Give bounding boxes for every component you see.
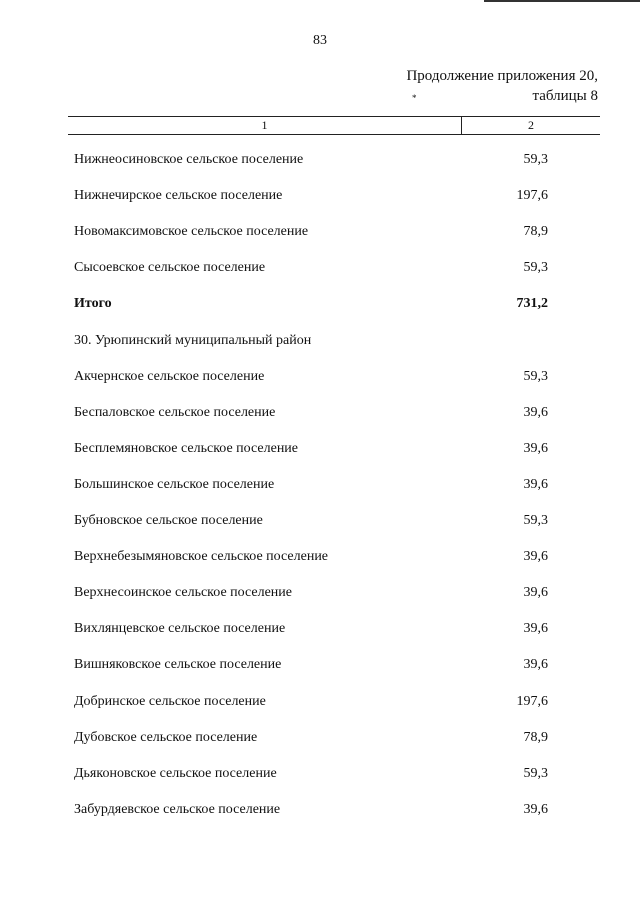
top-rule [484, 0, 640, 2]
table-row [0, 149, 640, 171]
continuation-note [406, 66, 598, 106]
row-name: Бесплемяновское сельское поселение [74, 440, 299, 456]
row-value: 39,6 [523, 621, 548, 637]
row-value: 197,6 [516, 188, 548, 204]
continuation-line-2: таблицы 8 [532, 88, 598, 104]
table-row [0, 474, 640, 496]
row-value: 78,9 [523, 224, 548, 240]
row-value: 39,6 [523, 440, 548, 456]
row-name: Верхнебезымяновское сельское поселение [74, 549, 329, 565]
table-row [0, 402, 640, 424]
table-row [0, 438, 640, 460]
row-name: Дьяконовское сельское поселение [74, 765, 277, 781]
row-name: Дубовское сельское поселение [74, 729, 258, 745]
row-name: 30. Урюпинский муниципальный район [74, 332, 312, 348]
table-total-row [0, 293, 640, 315]
row-name: Итого [74, 296, 112, 312]
table-row [0, 221, 640, 243]
table-row [0, 366, 640, 388]
table-row [0, 799, 640, 821]
table-row [0, 510, 640, 532]
table-row [0, 763, 640, 785]
row-value: 197,6 [516, 693, 548, 709]
table-row [0, 185, 640, 207]
table-row [0, 257, 640, 279]
row-value: 59,3 [523, 260, 548, 276]
row-value: 59,3 [523, 152, 548, 167]
row-name: Акчернское сельское поселение [74, 368, 265, 384]
page-number: 83 [313, 33, 327, 48]
table-row [0, 727, 640, 749]
table-row [0, 582, 640, 604]
row-value: 731,2 [516, 296, 548, 312]
table-row [0, 546, 640, 568]
table-row [0, 691, 640, 713]
row-name: Нижнечирское сельское поселение [74, 188, 283, 204]
row-name: Беспаловское сельское поселение [74, 404, 276, 420]
row-name: Верхнесоинское сельское поселение [74, 585, 292, 601]
row-value: 59,3 [523, 765, 548, 781]
row-value: 78,9 [523, 729, 548, 745]
continuation-line-1: Продолжение приложения 20, [406, 68, 598, 84]
row-name: Новомаксимовское сельское поселение [74, 224, 309, 240]
row-value: 59,3 [523, 368, 548, 384]
row-value: 39,6 [523, 549, 548, 565]
table-header-col-1: 1 [261, 118, 268, 132]
row-value: 39,6 [523, 585, 548, 601]
row-name: Вихлянцевское сельское поселение [74, 621, 286, 637]
row-name: Нижнеосиновское сельское поселение [74, 152, 304, 167]
row-name: Сысоевское сельское поселение [74, 260, 266, 276]
table-row [0, 330, 640, 352]
table-header [68, 116, 600, 135]
row-value: 39,6 [523, 404, 548, 420]
table-header-col-2: 2 [528, 118, 534, 132]
row-name: Забурдяевское сельское поселение [74, 801, 281, 817]
scan-speck: * [412, 93, 417, 103]
row-name: Бубновское сельское поселение [74, 513, 263, 528]
table-row [0, 654, 640, 676]
row-value: 39,6 [523, 801, 548, 817]
row-name: Вишняковское сельское поселение [74, 657, 282, 673]
row-name: Большинское сельское поселение [74, 476, 275, 492]
table-row [0, 618, 640, 640]
row-value: 59,3 [523, 513, 548, 528]
row-name: Добринское сельское поселение [74, 693, 266, 709]
row-value: 39,6 [523, 476, 548, 492]
row-value: 39,6 [523, 657, 548, 673]
